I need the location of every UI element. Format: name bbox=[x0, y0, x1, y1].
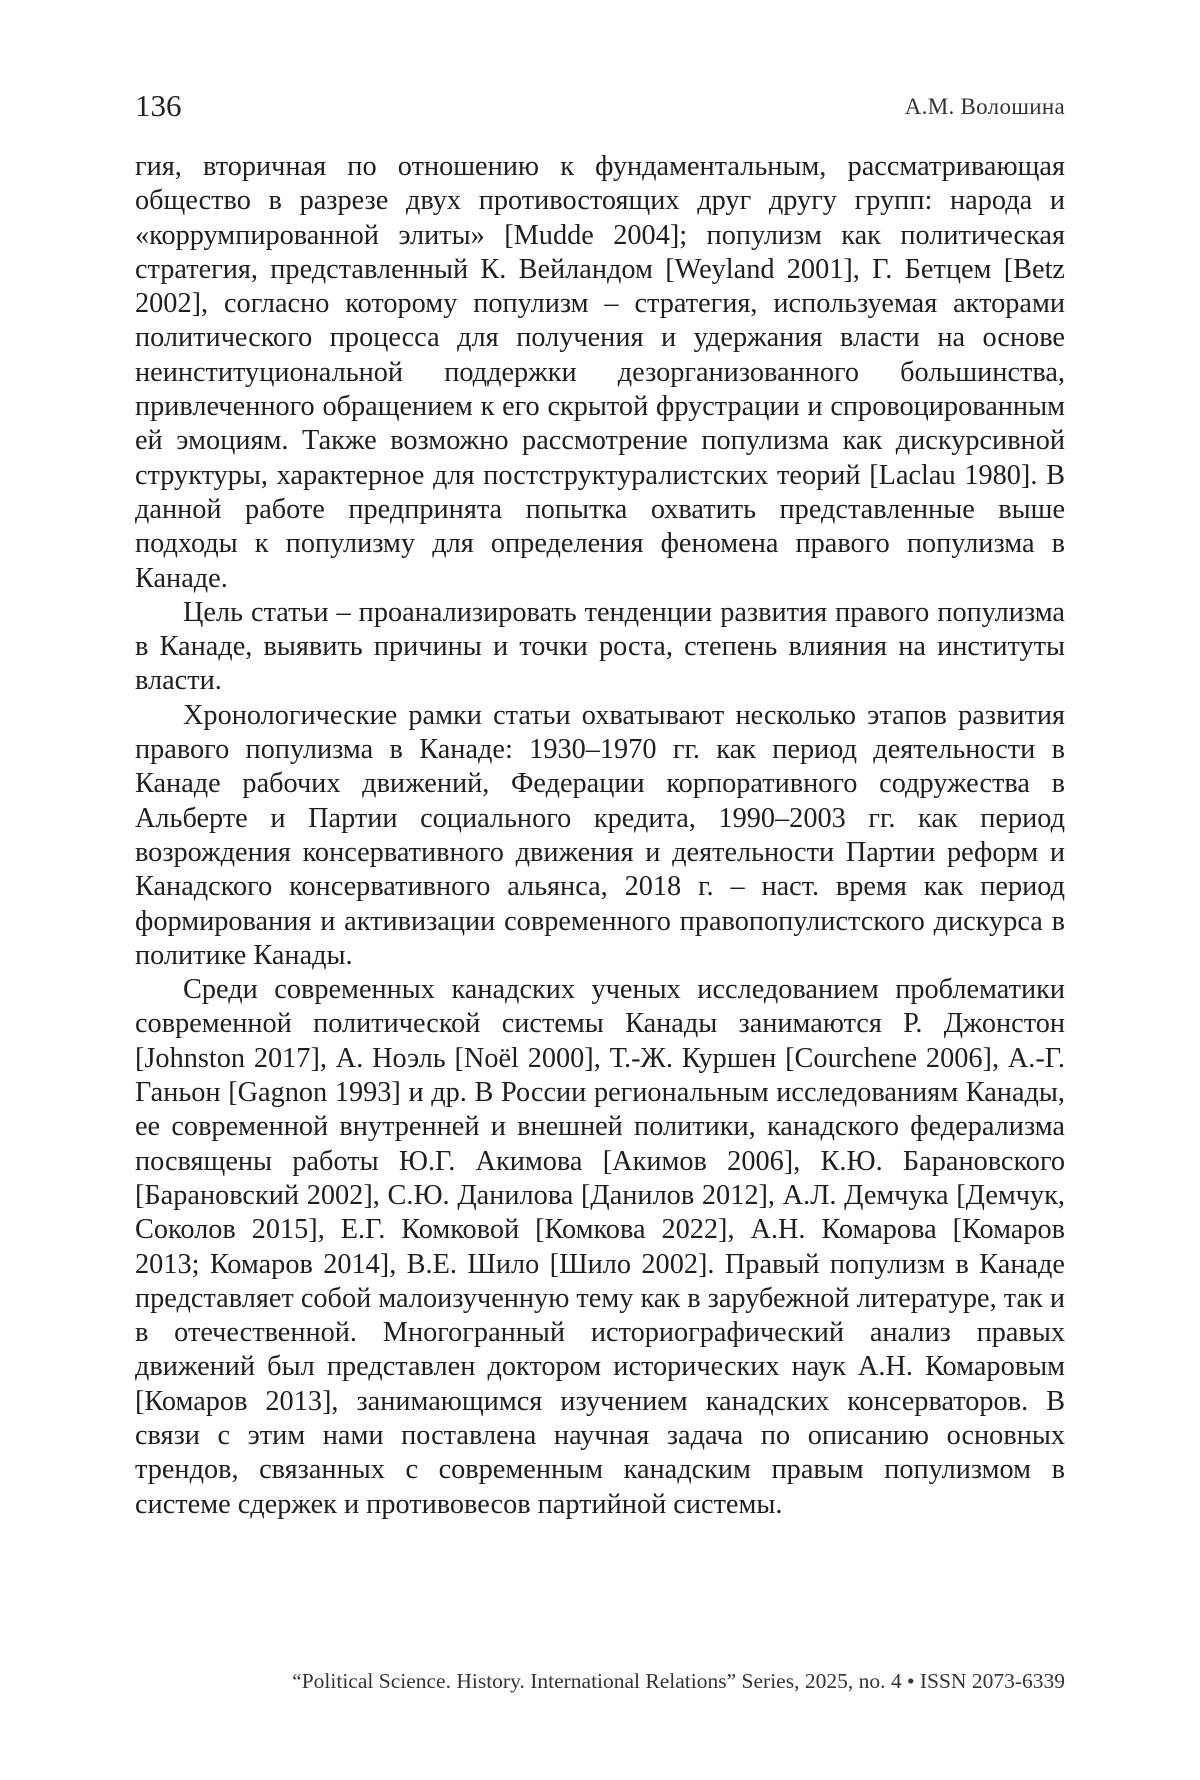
page-footer: “Political Science. History. International Relations” Series, 2025, no. 4 • ISSN 2073-6339 bbox=[135, 1666, 1065, 1696]
paragraph-historiography: Среди современных канадских ученых исследованием проблематики современной политической системы Канады занимаются Р. Джонстон [Johnston 2017], А. Ноэль [Noël 2000], Т.-Ж. Куршен [Courchene 2006], А.-Г. Ганьон [Gagnon 1993] и др. В России региональным исследованиям Канады, ее современной внутренней и внешней политики, канадского федерализма посвящены работы Ю.Г. Акимова [Акимов 2006], К.Ю. Барановского [Барановский 2002], С.Ю. Данилова [Данилов 2012], А.Л. Демчука [Демчук, Соколов 2015], Е.Г. Комковой [Комкова 2022], А.Н. Комарова [Комаров 2013; Комаров 2014], В.Е. Шило [Шило 2002]. Правый популизм в Канаде представляет собой малоизученную тему как в зарубежной литературе, так и в отечественной. Многогранный историографический анализ правых движений был представлен доктором исторических наук А.Н. Комаровым [Комаров 2013], занимающимся изучением канадских консерваторов. В связи с этим нами поставлена научная задача по описанию основных трендов, связанных с современным канадским правым популизмом в системе сдержек и противовесов партийной системы. bbox=[135, 973, 1065, 1522]
page-number: 136 bbox=[135, 86, 182, 126]
paragraph-aim: Цель статьи – проанализировать тенденции развития правого популизма в Канаде, выявить причины и точки роста, степень влияния на институты власти. bbox=[135, 596, 1065, 699]
journal-page bbox=[0, 0, 1200, 1780]
running-head bbox=[135, 86, 1065, 126]
running-head-author: А.М. Волошина bbox=[905, 88, 1065, 126]
paragraph-continuation: гия, вторичная по отношению к фундаментальным, рассматривающая общество в разрезе двух противостоящих друг другу групп: народа и «коррумпированной элиты» [Mudde 2004]; популизм как политическая стратегия, представленный К. Вейландом [Weyland 2001], Г. Бетцем [Betz 2002], согласно которому популизм – стратегия, используемая акторами политического процесса для получения и удержания власти на основе неинституциональной поддержки дезорганизованного большинства, привлеченного обращением к его скрытой фрустрации и спровоцированным ей эмоциям. Также возможно рассмотрение популизма как дискурсивной структуры, характерное для постструктуралистских теорий [Laclau 1980]. В данной работе предпринята попытка охватить представленные выше подходы к популизму для определения феномена правого популизма в Канаде. bbox=[135, 150, 1065, 596]
paragraph-chronology: Хронологические рамки статьи охватывают несколько этапов развития правого популизма в Канаде: 1930–1970 гг. как период деятельности в Канаде рабочих движений, Федерации корпоративного содружества в Альберте и Партии социального кредита, 1990–2003 гг. как период возрождения консервативного движения и деятельности Партии реформ и Канадского консервативного альянса, 2018 г. – наст. время как период формирования и активизации современного правопопулистского дискурса в политике Канады. bbox=[135, 699, 1065, 973]
article-body bbox=[135, 150, 1065, 1522]
